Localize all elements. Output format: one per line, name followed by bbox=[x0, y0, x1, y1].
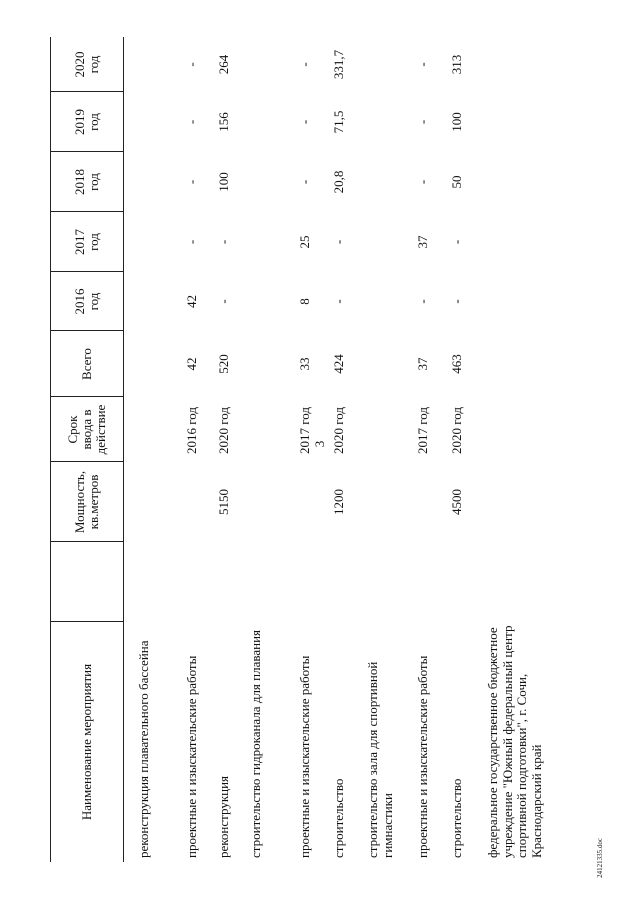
header-2019: 2019 год bbox=[71, 109, 101, 135]
row-name: федеральное государственное бюджетное учреждение "Южный федеральный центр спортивной подготовки", г. Сочи, Краснодарский край bbox=[485, 625, 544, 858]
header-bottom-border bbox=[123, 37, 124, 862]
row-2016: - bbox=[331, 299, 346, 304]
row-2019: 156 bbox=[216, 112, 231, 132]
row-2017: 25 bbox=[297, 235, 312, 249]
row-2020: - bbox=[415, 62, 430, 67]
header-total: Всего bbox=[78, 348, 94, 380]
row-2019: 100 bbox=[449, 112, 464, 132]
header-2016: 2016 год bbox=[71, 288, 101, 315]
row-2018: 50 bbox=[449, 175, 464, 189]
row-2019: 71,5 bbox=[331, 110, 346, 134]
row-2020: 313 bbox=[449, 54, 464, 75]
row-2018: 100 bbox=[216, 172, 231, 192]
row-name: реконструкция плавательного бассейна bbox=[136, 640, 151, 858]
row-total: 37 bbox=[415, 357, 430, 371]
row-term: 2020 год bbox=[449, 407, 464, 454]
row-2017: 37 bbox=[415, 235, 430, 249]
row-2016: - bbox=[415, 299, 430, 304]
row-2017: - bbox=[331, 239, 346, 245]
row-term: 2017 год bbox=[415, 407, 430, 454]
row-2016: - bbox=[449, 299, 464, 304]
row-2017: - bbox=[449, 239, 464, 245]
row-2016: 8 bbox=[297, 298, 312, 305]
header-power: Мощность, кв.метров bbox=[71, 470, 101, 534]
row-2018: 20,8 bbox=[331, 170, 346, 194]
row-name: реконструкция bbox=[216, 775, 231, 858]
row-name: строительство bbox=[449, 778, 464, 858]
row-2019: - bbox=[184, 119, 199, 125]
row-term: 2020 год bbox=[216, 407, 231, 454]
row-name: строительство гидроканала для плавания bbox=[248, 629, 263, 858]
row-2020: 331,7 bbox=[331, 49, 346, 80]
row-2019: - bbox=[415, 119, 430, 125]
header-2017: 2017 год bbox=[71, 229, 101, 255]
row-name: проектные и изыскательские работы bbox=[415, 655, 430, 858]
table-viewport bbox=[50, 37, 630, 862]
row-total: 42 bbox=[184, 357, 199, 371]
header-2018: 2018 год bbox=[71, 169, 101, 195]
row-total: 520 bbox=[216, 354, 231, 374]
row-power: 1200 bbox=[331, 489, 346, 515]
row-term: 2017 год bbox=[297, 407, 312, 454]
row-power: 4500 bbox=[449, 489, 464, 515]
row-2018: - bbox=[297, 179, 312, 185]
row-2018: - bbox=[184, 179, 199, 185]
document-id: 24121335.doc bbox=[596, 838, 604, 878]
page-number: 3 bbox=[312, 440, 327, 448]
row-2020: 264 bbox=[216, 54, 231, 75]
row-2019: - bbox=[297, 119, 312, 125]
row-2020: - bbox=[297, 62, 312, 67]
row-2017: - bbox=[184, 239, 199, 245]
row-name: строительство bbox=[331, 778, 346, 858]
header-2020: 2020 год bbox=[71, 51, 101, 78]
row-term: 2020 год bbox=[331, 407, 346, 454]
header-name: Наименование мероприятия bbox=[78, 663, 94, 821]
row-total: 424 bbox=[331, 354, 346, 374]
header-term: Срок ввода в действие bbox=[64, 404, 108, 455]
data-table bbox=[50, 37, 630, 862]
row-name: проектные и изыскательские работы bbox=[184, 655, 199, 858]
row-total: 33 bbox=[297, 357, 312, 371]
row-2016: 42 bbox=[184, 295, 199, 308]
row-2020: - bbox=[184, 62, 199, 67]
row-2018: - bbox=[415, 179, 430, 185]
row-name: строительство зала для спортивной гимнастики bbox=[365, 661, 395, 858]
row-power: 5150 bbox=[216, 489, 231, 515]
row-2016: - bbox=[216, 299, 231, 304]
row-name: проектные и изыскательские работы bbox=[297, 655, 312, 858]
row-term: 2016 год bbox=[184, 407, 199, 454]
row-2017: - bbox=[216, 239, 231, 245]
row-total: 463 bbox=[449, 354, 464, 374]
